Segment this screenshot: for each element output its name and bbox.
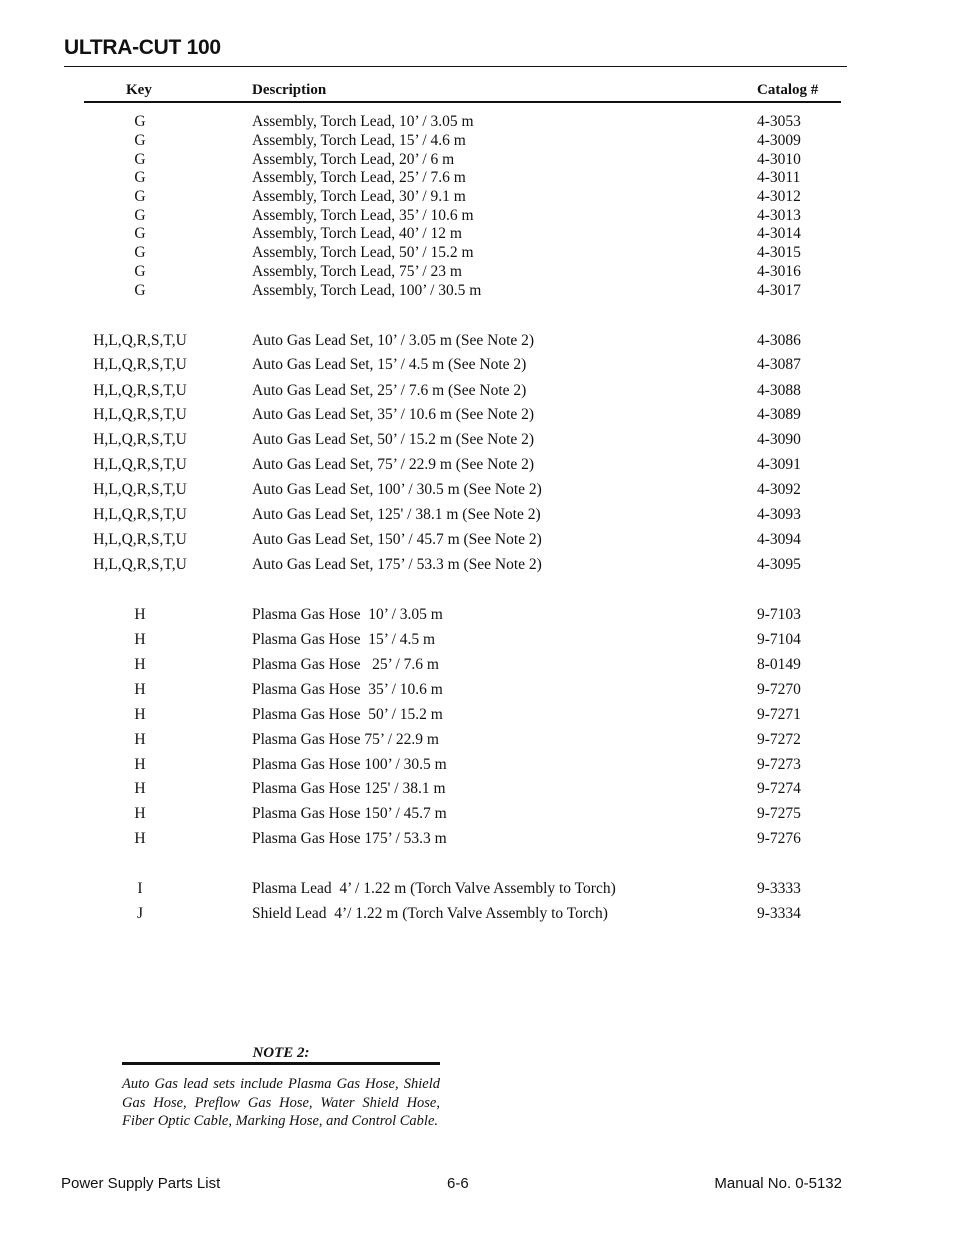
row-key: H	[134, 681, 146, 698]
row-catalog-number: 4-3090	[757, 431, 801, 448]
table-row	[0, 555, 954, 575]
table-row	[0, 705, 954, 725]
table-row	[0, 755, 954, 775]
row-key: H	[134, 706, 146, 723]
note-text: Auto Gas lead sets include Plasma Gas Hose, Shield Gas Hose, Preflow Gas Hose, Water Shield Hose, Fiber Optic Cable, Marking Hose, and Control Cable.	[122, 1076, 440, 1129]
row-description: Plasma Gas Hose 100’ / 30.5 m	[252, 756, 447, 773]
row-description: Assembly, Torch Lead, 25’ / 7.6 m	[252, 169, 466, 186]
table-row	[0, 904, 954, 924]
row-description: Auto Gas Lead Set, 75’ / 22.9 m (See Note 2)	[252, 456, 535, 473]
table-row	[0, 730, 954, 750]
row-key: H	[134, 731, 146, 748]
row-description: Plasma Gas Hose 50’ / 15.2 m	[252, 706, 443, 723]
row-catalog-number: 9-7275	[757, 805, 801, 822]
row-catalog-number: 4-3094	[757, 531, 801, 548]
table-row	[0, 331, 954, 351]
row-key: H,L,Q,R,S,T,U	[93, 356, 187, 373]
note-divider	[122, 1062, 440, 1065]
row-description: Assembly, Torch Lead, 50’ / 15.2 m	[252, 244, 474, 261]
row-catalog-number: 4-3053	[757, 113, 801, 130]
row-catalog-number: 4-3093	[757, 506, 801, 523]
row-description: Auto Gas Lead Set, 35’ / 10.6 m (See Note 2)	[252, 406, 535, 423]
row-description: Plasma Lead 4’ / 1.22 m (Torch Valve Assembly to Torch)	[252, 880, 616, 897]
table-row	[0, 381, 954, 401]
table-row	[0, 355, 954, 375]
table-row	[0, 480, 954, 500]
row-description: Auto Gas Lead Set, 125' / 38.1 m (See Note 2)	[252, 506, 541, 523]
table-row	[0, 168, 954, 188]
table-row	[0, 224, 954, 244]
row-catalog-number: 4-3017	[757, 282, 801, 299]
row-catalog-number: 9-7271	[757, 706, 801, 723]
row-description: Assembly, Torch Lead, 100’ / 30.5 m	[252, 282, 482, 299]
row-key: H,L,Q,R,S,T,U	[93, 431, 187, 448]
row-description: Auto Gas Lead Set, 10’ / 3.05 m (See Note 2)	[252, 332, 535, 349]
row-key: G	[134, 207, 146, 224]
row-description: Auto Gas Lead Set, 150’ / 45.7 m (See Note 2)	[252, 531, 542, 548]
row-description: Auto Gas Lead Set, 100’ / 30.5 m (See Note 2)	[252, 481, 542, 498]
row-catalog-number: 9-7276	[757, 830, 801, 847]
row-catalog-number: 4-3016	[757, 263, 801, 280]
row-key: G	[134, 225, 146, 242]
table-row	[0, 680, 954, 700]
row-key: H	[134, 830, 146, 847]
row-key: H,L,Q,R,S,T,U	[93, 406, 187, 423]
column-header-catalog: Catalog #	[757, 82, 819, 98]
page-title: ULTRA-CUT 100	[64, 36, 221, 59]
row-catalog-number: 4-3095	[757, 556, 801, 573]
row-description: Assembly, Torch Lead, 10’ / 3.05 m	[252, 113, 474, 130]
row-key: H	[134, 631, 146, 648]
note-title: NOTE 2:	[252, 1045, 310, 1061]
row-description: Assembly, Torch Lead, 20’ / 6 m	[252, 151, 455, 168]
row-key: J	[136, 905, 144, 922]
footer-section-title: Power Supply Parts List	[61, 1175, 221, 1192]
row-description: Plasma Gas Hose 125' / 38.1 m	[252, 780, 446, 797]
title-divider	[64, 66, 847, 67]
row-description: Shield Lead 4’/ 1.22 m (Torch Valve Assembly to Torch)	[252, 905, 608, 922]
row-key: H	[134, 606, 146, 623]
row-key: G	[134, 263, 146, 280]
row-key: G	[134, 132, 146, 149]
table-row	[0, 655, 954, 675]
row-catalog-number: 4-3009	[757, 132, 801, 149]
row-catalog-number: 9-7272	[757, 731, 801, 748]
table-row	[0, 505, 954, 525]
table-row	[0, 879, 954, 899]
table-row	[0, 131, 954, 151]
table-row	[0, 430, 954, 450]
row-key: H	[134, 780, 146, 797]
row-catalog-number: 4-3012	[757, 188, 801, 205]
row-description: Auto Gas Lead Set, 50’ / 15.2 m (See Note 2)	[252, 431, 535, 448]
row-description: Assembly, Torch Lead, 40’ / 12 m	[252, 225, 462, 242]
row-key: H	[134, 805, 146, 822]
row-key: G	[134, 151, 146, 168]
row-key: I	[137, 880, 143, 897]
row-description: Plasma Gas Hose 35’ / 10.6 m	[252, 681, 443, 698]
table-row	[0, 630, 954, 650]
table-row	[0, 605, 954, 625]
row-catalog-number: 9-7104	[757, 631, 801, 648]
table-row	[0, 829, 954, 849]
row-catalog-number: 9-7273	[757, 756, 801, 773]
row-catalog-number: 4-3086	[757, 332, 801, 349]
row-description: Auto Gas Lead Set, 25’ / 7.6 m (See Note 2)	[252, 382, 527, 399]
row-catalog-number: 9-3334	[757, 905, 801, 922]
row-catalog-number: 4-3015	[757, 244, 801, 261]
row-description: Auto Gas Lead Set, 175’ / 53.3 m (See Note 2)	[252, 556, 542, 573]
table-row	[0, 112, 954, 132]
row-key: H	[134, 756, 146, 773]
table-row	[0, 530, 954, 550]
row-description: Assembly, Torch Lead, 35’ / 10.6 m	[252, 207, 474, 224]
row-description: Plasma Gas Hose 10’ / 3.05 m	[252, 606, 443, 623]
row-key: H,L,Q,R,S,T,U	[93, 556, 187, 573]
row-key: H,L,Q,R,S,T,U	[93, 481, 187, 498]
row-key: G	[134, 244, 146, 261]
row-description: Plasma Gas Hose 75’ / 22.9 m	[252, 731, 439, 748]
row-catalog-number: 4-3010	[757, 151, 801, 168]
row-description: Auto Gas Lead Set, 15’ / 4.5 m (See Note 2)	[252, 356, 527, 373]
row-catalog-number: 4-3091	[757, 456, 801, 473]
row-key: G	[134, 188, 146, 205]
row-key: H,L,Q,R,S,T,U	[93, 332, 187, 349]
table-row	[0, 187, 954, 207]
table-row	[0, 281, 954, 301]
row-catalog-number: 4-3092	[757, 481, 801, 498]
row-catalog-number: 9-3333	[757, 880, 801, 897]
table-row	[0, 455, 954, 475]
row-catalog-number: 8-0149	[757, 656, 801, 673]
row-key: H	[134, 656, 146, 673]
table-row	[0, 804, 954, 824]
table-row	[0, 206, 954, 226]
row-catalog-number: 9-7274	[757, 780, 801, 797]
row-key: H,L,Q,R,S,T,U	[93, 506, 187, 523]
row-catalog-number: 9-7103	[757, 606, 801, 623]
row-description: Assembly, Torch Lead, 15’ / 4.6 m	[252, 132, 466, 149]
row-description: Assembly, Torch Lead, 30’ / 9.1 m	[252, 188, 466, 205]
row-description: Plasma Gas Hose 150’ / 45.7 m	[252, 805, 447, 822]
row-catalog-number: 4-3013	[757, 207, 801, 224]
row-key: H,L,Q,R,S,T,U	[93, 382, 187, 399]
footer-manual-number: Manual No. 0-5132	[714, 1175, 842, 1192]
row-catalog-number: 4-3014	[757, 225, 801, 242]
table-row	[0, 262, 954, 282]
row-key: H,L,Q,R,S,T,U	[93, 456, 187, 473]
row-description: Plasma Gas Hose 15’ / 4.5 m	[252, 631, 436, 648]
row-catalog-number: 4-3087	[757, 356, 801, 373]
row-catalog-number: 4-3088	[757, 382, 801, 399]
row-key: G	[134, 169, 146, 186]
column-header-key: Key	[126, 82, 152, 98]
footer-page-number: 6-6	[447, 1175, 469, 1192]
row-catalog-number: 4-3089	[757, 406, 801, 423]
row-description: Plasma Gas Hose 25’ / 7.6 m	[252, 656, 439, 673]
table-row	[0, 405, 954, 425]
row-key: H,L,Q,R,S,T,U	[93, 531, 187, 548]
table-row	[0, 243, 954, 263]
row-key: G	[134, 113, 146, 130]
row-key: G	[134, 282, 146, 299]
header-divider	[84, 101, 841, 103]
table-row	[0, 779, 954, 799]
row-description: Plasma Gas Hose 175’ / 53.3 m	[252, 830, 447, 847]
row-catalog-number: 9-7270	[757, 681, 801, 698]
row-description: Assembly, Torch Lead, 75’ / 23 m	[252, 263, 462, 280]
column-header-description: Description	[252, 82, 327, 98]
row-catalog-number: 4-3011	[757, 169, 801, 186]
table-row	[0, 150, 954, 170]
